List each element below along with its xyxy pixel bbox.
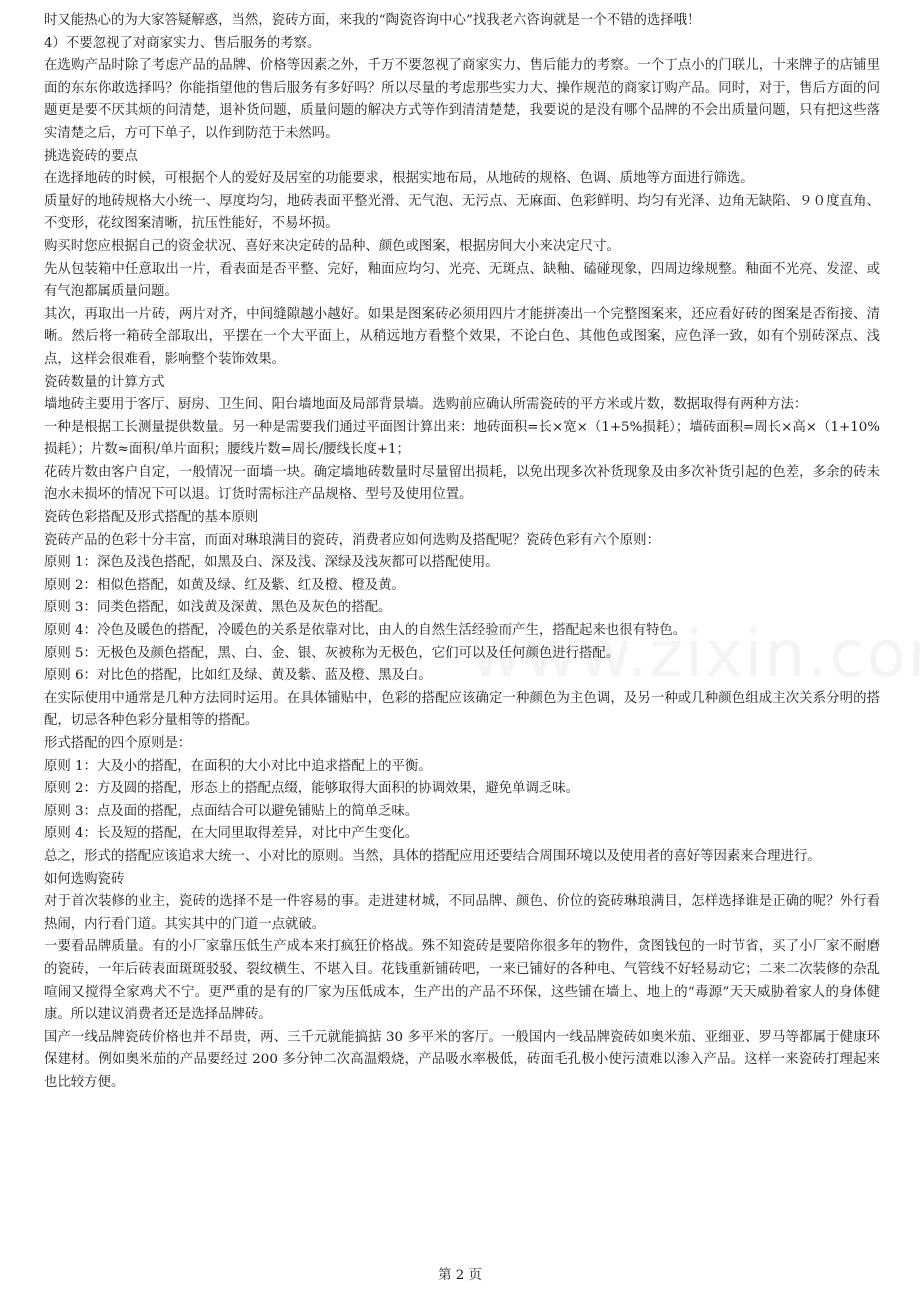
paragraph-merchant-strength: 在选购产品时除了考虑产品的品牌、价格等因素之外，千万不要忽视了商家实力、售后能力的考察。一个丁点小的门联儿，十来牌子的店铺里面的东东你敢选择吗？你能指望他的售后服务有多好吗？所以尽量的考虑那些实力大、操作规范的商家订购产品。同时，对于，售后方面的问题更是要不厌其烦的问清楚，退补货问题，质量问题的解决方式等作到清清楚楚，我要说的是没有哪个品牌的不会出质量问题，只有把这些落实清楚之后，方可下单子，以作到防范于未然吗。 — [44, 58, 880, 141]
paragraph-quantity-order: 花砖片数由客户自定，一般情况一面墙一块。确定墙地砖数量时尽量留出损耗，以免出现多次补货现象及由多次补货引起的色差，多余的砖未泡水未损坏的情况下可以退。订货时需标注产品规格、型号及使用位置。 — [44, 464, 880, 503]
color-principle-5: 原则 5：无极色及颜色搭配，黑、白、金、银、灰被称为无极色，它们可以及任何颜色进行搭配。 — [44, 645, 620, 661]
paragraph-inspect-alignment: 其次，再取出一片砖，两片对齐，中间缝隙越小越好。如果是图案砖必须用四片才能拼凑出一个完整图案来，还应看好砖的图案是否衔接、清晰。然后将一箱砖全部取出，平摆在一个大平面上，从稍远地方看整个效果，不论白色、其他色或图案，应色泽一致，如有个别砖深点、浅点，这样会很难看，影响整个装饰效果。 — [44, 306, 880, 367]
color-principle-6: 原则 6：对比色的搭配，比如红及绿、黄及紫、蓝及橙、黑及白。 — [44, 668, 432, 684]
list-item-service-check: 4）不要忽视了对商家实力、售后服务的考察。 — [44, 35, 321, 51]
paragraph-form-intro: 形式搭配的四个原则是： — [44, 736, 192, 751]
paragraph-buy-intro: 对于首次装修的业主，瓷砖的选择不是一件容易的事。走进建材城，不同品牌、颜色、价位的瓷砖琳琅满目，怎样选择谁是正确的呢？外行看热闹，内行看门道。其实其中的门道一点就破。 — [44, 894, 880, 932]
paragraph-form-summary: 总之，形式的搭配应该追求大统一、小对比的原则。当然，具体的搭配应用还要结合周围环境以及使用者的喜好等因素来合理进行。 — [44, 848, 821, 864]
section-heading-quantity: 瓷砖数量的计算方式 — [44, 374, 165, 390]
section-heading-selection-tips: 挑选瓷砖的要点 — [44, 148, 138, 164]
paragraph-inspect-surface: 先从包装箱中任意取出一片，看表面是否平整、完好，釉面应均匀、光亮、无斑点、缺釉、磕碰现象，四周边缘规整。釉面不光亮、发涩、或有气泡都属质量问题。 — [44, 261, 880, 300]
paragraph-quantity-intro: 墙地砖主要用于客厅、厨房、卫生间、阳台墙地面及局部背景墙。选购前应确认所需瓷砖的平方米或片数，数据取得有两种方法： — [44, 397, 808, 413]
section-heading-how-to-buy: 如何选购瓷砖 — [44, 871, 125, 887]
page-number: 第 2 页 — [438, 1268, 482, 1283]
form-principle-1: 原则 1：大及小的搭配，在面积的大小对比中追求搭配上的平衡。 — [44, 758, 432, 774]
paragraph-consult-center: 时又能热心的为大家答疑解惑，当然，瓷砖方面，来我的“陶瓷咨询中心”找我老六咨询就是一个不错的选择哦！ — [44, 13, 701, 28]
form-principle-2: 原则 2：方及圆的搭配，形态上的搭配点缀，能够取得大面积的协调效果，避免单调乏味。 — [44, 781, 580, 797]
paragraph-budget: 购买时您应根据自己的资金状况、喜好来决定砖的品种、颜色或图案，根据房间大小来决定尺寸。 — [44, 238, 620, 254]
color-principle-2: 原则 2：相似色搭配，如黄及绿、红及紫、红及橙、橙及黄。 — [44, 577, 405, 593]
paragraph-domestic-brands: 国产一线品牌瓷砖价格也并不昂贵，两、三千元就能搞掂 30 多平米的客厅。一般国内一线品牌瓷砖如奥米茄、亚细亚、罗马等都属于健康环保建材。例如奥米茄的产品要经过 200 多分钟二次高温煅烧，产品吸水率极低，砖面毛孔极小使污渍难以渗入产品。这样一来瓷砖打理起来也比较方便。 — [44, 1029, 880, 1090]
paragraph-floor-choice: 在选择地砖的时候，可根据个人的爱好及居室的功能要求，根据实地布局，从地砖的规格、色调、质地等方面进行筛选。 — [44, 171, 754, 187]
paragraph-color-intro: 瓷砖产品的色彩十分丰富，而面对琳琅满目的瓷砖，消费者应如何选购及搭配呢？瓷砖色彩有六个原则： — [44, 532, 660, 548]
color-principle-4: 原则 4：冷色及暖色的搭配，冷暖色的关系是依靠对比，由人的自然生活经验而产生，搭配起来也很有特色。 — [44, 623, 687, 639]
document-body — [44, 10, 880, 1095]
form-principle-4: 原则 4：长及短的搭配，在大同里取得差异，对比中产生变化。 — [44, 826, 419, 842]
form-principle-3: 原则 3：点及面的搭配，点面结合可以避免铺贴上的简单乏味。 — [44, 803, 419, 819]
color-principle-1: 原则 1：深色及浅色搭配，如黑及白、深及浅、深绿及浅灰都可以搭配使用。 — [44, 555, 499, 571]
paragraph-quantity-formula: 一种是根据工长测量提供数量。另一种是需要我们通过平面图计算出来：地砖面积=长×宽×（1+5%损耗）；墙砖面积=周长×高×（1+10%损耗）；片数≈面积/单片面积；腰线片数=周长/腰线长度+1； — [44, 419, 880, 458]
color-principle-3: 原则 3：同类色搭配，如浅黄及深黄、黑色及灰色的搭配。 — [44, 600, 392, 616]
paragraph-brand-quality: 一要看品牌质量。有的小厂家靠压低生产成本来打疯狂价格战。殊不知瓷砖是要陪你很多年的物件，贪图钱包的一时节省，买了小厂家不耐磨的瓷砖，一年后砖表面斑斑驳驳、裂纹横生、不堪入目。花钱重新铺砖吧，一来已铺好的各种电、气管线不好轻易动它；二来二次装修的杂乱喧闹又搅得全家鸡犬不宁。更严重的是有的厂家为压低成本，生产出的产品不环保，这些铺在墙上、地上的“毒源”天天威胁着家人的身体健康。所以建议消费者还是选择品牌砖。 — [44, 939, 880, 1023]
paragraph-quality-traits: 质量好的地砖规格大小统一、厚度均匀，地砖表面平整光滑、无气泡、无污点、无麻面、色彩鲜明、均匀有光泽、边角无缺陷、９０度直角、不变形，花纹图案清晰，抗压性能好，不易坏损。 — [44, 193, 880, 232]
paragraph-color-usage: 在实际使用中通常是几种方法同时运用。在具体铺贴中，色彩的搭配应该确定一种颜色为主色调，及另一种或几种颜色组成主次关系分明的搭配，切忌各种色彩分量相等的搭配。 — [44, 690, 880, 729]
section-heading-color-principles: 瓷砖色彩搭配及形式搭配的基本原则 — [44, 510, 259, 526]
